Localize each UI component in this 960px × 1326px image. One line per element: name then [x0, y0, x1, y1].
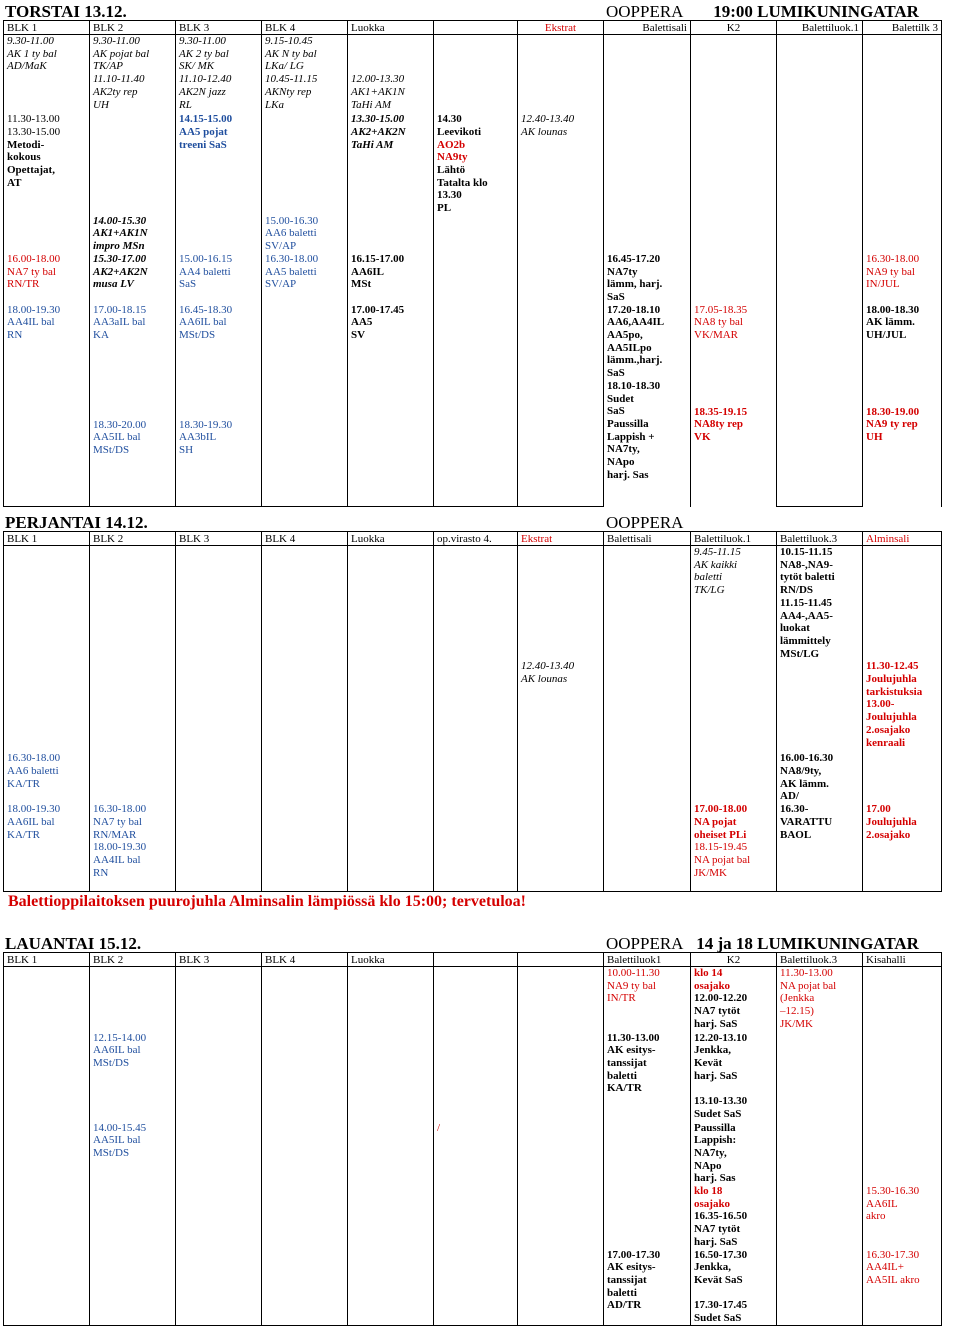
- entry-line: NA7 tytöt: [694, 1223, 741, 1236]
- col-balettisali: Balettisali: [604, 21, 691, 35]
- entry: /: [434, 1122, 518, 1186]
- entry: 13.30-15.00 AK2+AK2N TaHi AM: [348, 113, 434, 215]
- friday-header: [3, 513, 941, 531]
- entry: 14.00-15.45 AA5IL bal MSt/DS: [90, 1122, 176, 1186]
- column-headers: [4, 21, 942, 35]
- entry: 9.15-10.45 AK N ty bal LKa/ LG: [262, 35, 348, 74]
- col-balettiluok3: Balettiluok.3: [777, 953, 863, 967]
- day-title: PERJANTAI 14.12.: [5, 513, 148, 532]
- table-row: [4, 113, 942, 215]
- col-blk3: BLK 3: [176, 953, 262, 967]
- entry-line: harj. SaS: [694, 1235, 738, 1248]
- col-blk3: BLK 3: [176, 532, 262, 546]
- table-row: [4, 1249, 942, 1326]
- col-empty: [518, 953, 604, 967]
- entry: 11.10-12.40 AK2N jazz RL: [176, 73, 262, 113]
- venue-event: [606, 2, 919, 22]
- table-row: [4, 419, 942, 507]
- table-row: [4, 803, 942, 891]
- day-title: LAUANTAI 15.12.: [5, 934, 142, 953]
- performance: 19:00 LUMIKUNINGATAR: [713, 2, 919, 21]
- saturday-schedule: [3, 934, 941, 1326]
- entry: 9.45-11.15 AK kaikki baletti TK/LG: [691, 546, 777, 661]
- entry: 16.30- VARATTU BAOL: [777, 803, 863, 891]
- entry-line: 12.00-12.20: [694, 992, 748, 1005]
- entry-line: 16.35-16.50: [694, 1210, 748, 1223]
- entry: 12.40-13.40 AK lounas: [518, 113, 604, 215]
- entry: 16.00-16.30 NA8/9ty, AK lämm. AD/: [777, 752, 863, 803]
- entry: [691, 967, 777, 1032]
- entry: 15.00-16.30 AA6 baletti SV/AP: [262, 215, 348, 253]
- entry: 15.30-17.00 AK2+AK2N musa LV: [90, 253, 176, 304]
- entry-line: klo 14: [694, 967, 723, 979]
- entry: 16.30-18.00 AA5 baletti SV/AP: [262, 253, 348, 304]
- entry: 16.50-17.30 Jenkka, Kevät SaS 17.30-17.45 Sudet SaS: [691, 1249, 777, 1326]
- col-blk3: BLK 3: [176, 21, 262, 35]
- venue: OOPPERA: [606, 934, 684, 953]
- col-balettiluok1: Balettiluok1: [604, 953, 691, 967]
- col-blk1: BLK 1: [4, 21, 90, 35]
- col-luokka: Luokka: [348, 532, 434, 546]
- col-luokka: Luokka: [348, 21, 434, 35]
- col-blk2: BLK 2: [90, 21, 176, 35]
- table-row: [4, 660, 942, 752]
- entry: 16.45-18.30 AA6IL bal MSt/DS: [176, 304, 262, 419]
- col-blk2: BLK 2: [90, 953, 176, 967]
- col-luokka: Luokka: [348, 953, 434, 967]
- venue-event: [606, 934, 919, 954]
- entry: Paussilla Lappish: NA7ty, NApo harj. Sas: [691, 1122, 777, 1186]
- entry: 18.30-19.30 AA3bIL SH: [176, 419, 262, 507]
- performance: 14 ja 18 LUMIKUNINGATAR: [696, 934, 919, 953]
- entry: 14.15-15.00 AA5 pojat treeni SaS: [176, 113, 262, 215]
- col-blk1: BLK 1: [4, 532, 90, 546]
- entry: 9.30-11.00 AK pojat bal TK/AP: [90, 35, 176, 74]
- entry: 11.30-13.00 NA pojat bal (Jenkka –12.15) JK/MK: [777, 967, 863, 1032]
- col-empty: [434, 953, 518, 967]
- col-alminsali: Alminsali: [863, 532, 942, 546]
- entry: 17.00-17.30 AK esitys- tanssijat baletti AD/TR: [604, 1249, 691, 1326]
- table-row: [4, 253, 942, 304]
- table-row: [4, 1185, 942, 1249]
- col-balettilk3: Balettilk 3: [863, 21, 942, 35]
- entry-line: osajako: [694, 1197, 731, 1210]
- entry: [691, 1185, 777, 1249]
- entry: 16.15-17.00 AA6IL MSt: [348, 253, 434, 304]
- thursday-header: [3, 2, 941, 20]
- entry: 17.00-18.15 AA3aIL bal KA: [90, 304, 176, 419]
- entry: 12.00-13.30 AK1+AK1N TaHi AM: [348, 73, 434, 113]
- column-headers: [4, 532, 942, 546]
- col-balettiluok1: Balettiluok.1: [777, 21, 863, 35]
- friday-schedule: [3, 513, 941, 892]
- col-opvirasto: op.virasto 4.: [434, 532, 518, 546]
- entry: 15.30-16.30 AA6IL akro: [863, 1185, 942, 1249]
- entry: 17.00-18.00 NA pojat oheiset PLi 18.15-19.45 NA pojat bal JK/MK: [691, 803, 777, 891]
- entry: 16.30-18.00 NA9 ty bal IN/JUL: [863, 253, 942, 304]
- col-ekstrat: Ekstrat: [518, 532, 604, 546]
- entry: 9.30-11.00 AK 1 ty bal AD/MaK: [4, 35, 90, 74]
- table-row: [4, 752, 942, 803]
- table-row: [4, 73, 942, 113]
- column-headers: [4, 953, 942, 967]
- table-row: [4, 35, 942, 74]
- entry-line: NA7 tytöt: [694, 1005, 741, 1018]
- col-empty: [434, 21, 518, 35]
- col-k2: K2: [691, 21, 777, 35]
- table-row: [4, 546, 942, 661]
- thursday-schedule: [3, 2, 941, 507]
- venue: OOPPERA: [606, 513, 684, 532]
- table-row: [4, 1032, 942, 1122]
- entry: 16.45-17.20 NA7ty lämm, harj. SaS: [604, 253, 691, 304]
- table-row: [4, 304, 942, 419]
- entry-line: harj. SaS: [694, 1017, 738, 1030]
- entry: 17.05-18.35 NA8 ty bal VK/MAR 18.35-19.15 NA8ty rep VK: [691, 304, 777, 507]
- col-balettiluok1: Balettiluok.1: [691, 532, 777, 546]
- entry: 9.30-11.00 AK 2 ty bal SK/ MK: [176, 35, 262, 74]
- entry: 17.00-17.45 AA5 SV: [348, 304, 434, 419]
- notice-banner: Balettioppilaitoksen puurojuhla Alminsalin lämpiössä klo 15:00; tervetuloa!: [8, 893, 526, 910]
- entry: 10.15-11.15 NA8-,NA9- tytöt baletti RN/DS 11.15-11.45 AA4-,AA5- luokat lämmittely MSt/LG: [777, 546, 863, 661]
- entry: 12.40-13.40 AK lounas: [518, 660, 604, 752]
- entry: 11.30-12.45 Joulujuhla tarkistuksia 13.00- Joulujuhla 2.osajako kenraali: [863, 660, 942, 803]
- col-kisahalli: Kisahalli: [863, 953, 942, 967]
- saturday-header: [3, 934, 941, 952]
- entry: 16.30-18.00 AA6 baletti KA/TR: [4, 752, 90, 803]
- col-blk2: BLK 2: [90, 532, 176, 546]
- entry: 14.30 Leevikoti AO2b NA9ty Lähtö Tatalta klo 13.30 PL: [434, 113, 518, 215]
- col-balettisali: Balettisali: [604, 532, 691, 546]
- entry: 14.00-15.30 AK1+AK1N impro MSn: [90, 215, 176, 253]
- entry: 11.10-11.40 AK2ty rep UH: [90, 73, 176, 113]
- entry-line: klo 18: [694, 1185, 723, 1198]
- entry: 12.20-13.10 Jenkka, Kevät harj. SaS 13.10-13.30 Sudet SaS: [691, 1032, 777, 1122]
- col-blk4: BLK 4: [262, 953, 348, 967]
- entry-line: osajako: [694, 979, 731, 992]
- entry: 11.30-13.00 13.30-15.00 Metodi- kokous Opettajat, AT: [4, 113, 90, 215]
- entry: 17.00 Joulujuhla 2.osajako: [863, 803, 942, 891]
- table-row: [4, 1122, 942, 1186]
- entry: 17.20-18.10 AA6,AA4IL AA5po, AA5ILpo lämm.,harj. SaS 18.10-18.30 Sudet SaS Paussilla Lappish + NA7ty, NApo harj. Sas: [604, 304, 691, 507]
- thursday-table: [3, 20, 942, 507]
- table-row: [4, 215, 942, 253]
- entry: 11.30-13.00 AK esitys- tanssijat baletti KA/TR: [604, 1032, 691, 1122]
- entry: 15.00-16.15 AA4 baletti SaS: [176, 253, 262, 304]
- entry: 18.00-19.30 AA4IL bal RN: [4, 304, 90, 419]
- entry: 18.00-18.30 AK lämm. UH/JUL 18.30-19.00 NA9 ty rep UH: [863, 304, 942, 507]
- col-blk4: BLK 4: [262, 532, 348, 546]
- entry: 18.00-19.30 AA6IL bal KA/TR: [4, 803, 90, 891]
- entry: 16.30-17.30 AA4IL+ AA5IL akro: [863, 1249, 942, 1326]
- entry: 16.00-18.00 NA7 ty bal RN/TR: [4, 253, 90, 304]
- entry: 10.45-11.15 AKNty rep LKa: [262, 73, 348, 113]
- entry: 18.30-20.00 AA5IL bal MSt/DS: [90, 419, 176, 507]
- table-row: [4, 967, 942, 1032]
- entry: 16.30-18.00 NA7 ty bal RN/MAR 18.00-19.30 AA4IL bal RN: [90, 803, 176, 891]
- venue: OOPPERA: [606, 2, 684, 21]
- day-title: TORSTAI 13.12.: [5, 2, 127, 21]
- saturday-table: [3, 952, 942, 1326]
- col-balettiluok3: Balettiluok.3: [777, 532, 863, 546]
- friday-table: [3, 531, 942, 892]
- entry: 12.15-14.00 AA6IL bal MSt/DS: [90, 1032, 176, 1122]
- col-k2: K2: [691, 953, 777, 967]
- col-blk1: BLK 1: [4, 953, 90, 967]
- col-blk4: BLK 4: [262, 21, 348, 35]
- col-ekstrat: Ekstrat: [518, 21, 604, 35]
- entry: 10.00-11.30 NA9 ty bal IN/TR: [604, 967, 691, 1032]
